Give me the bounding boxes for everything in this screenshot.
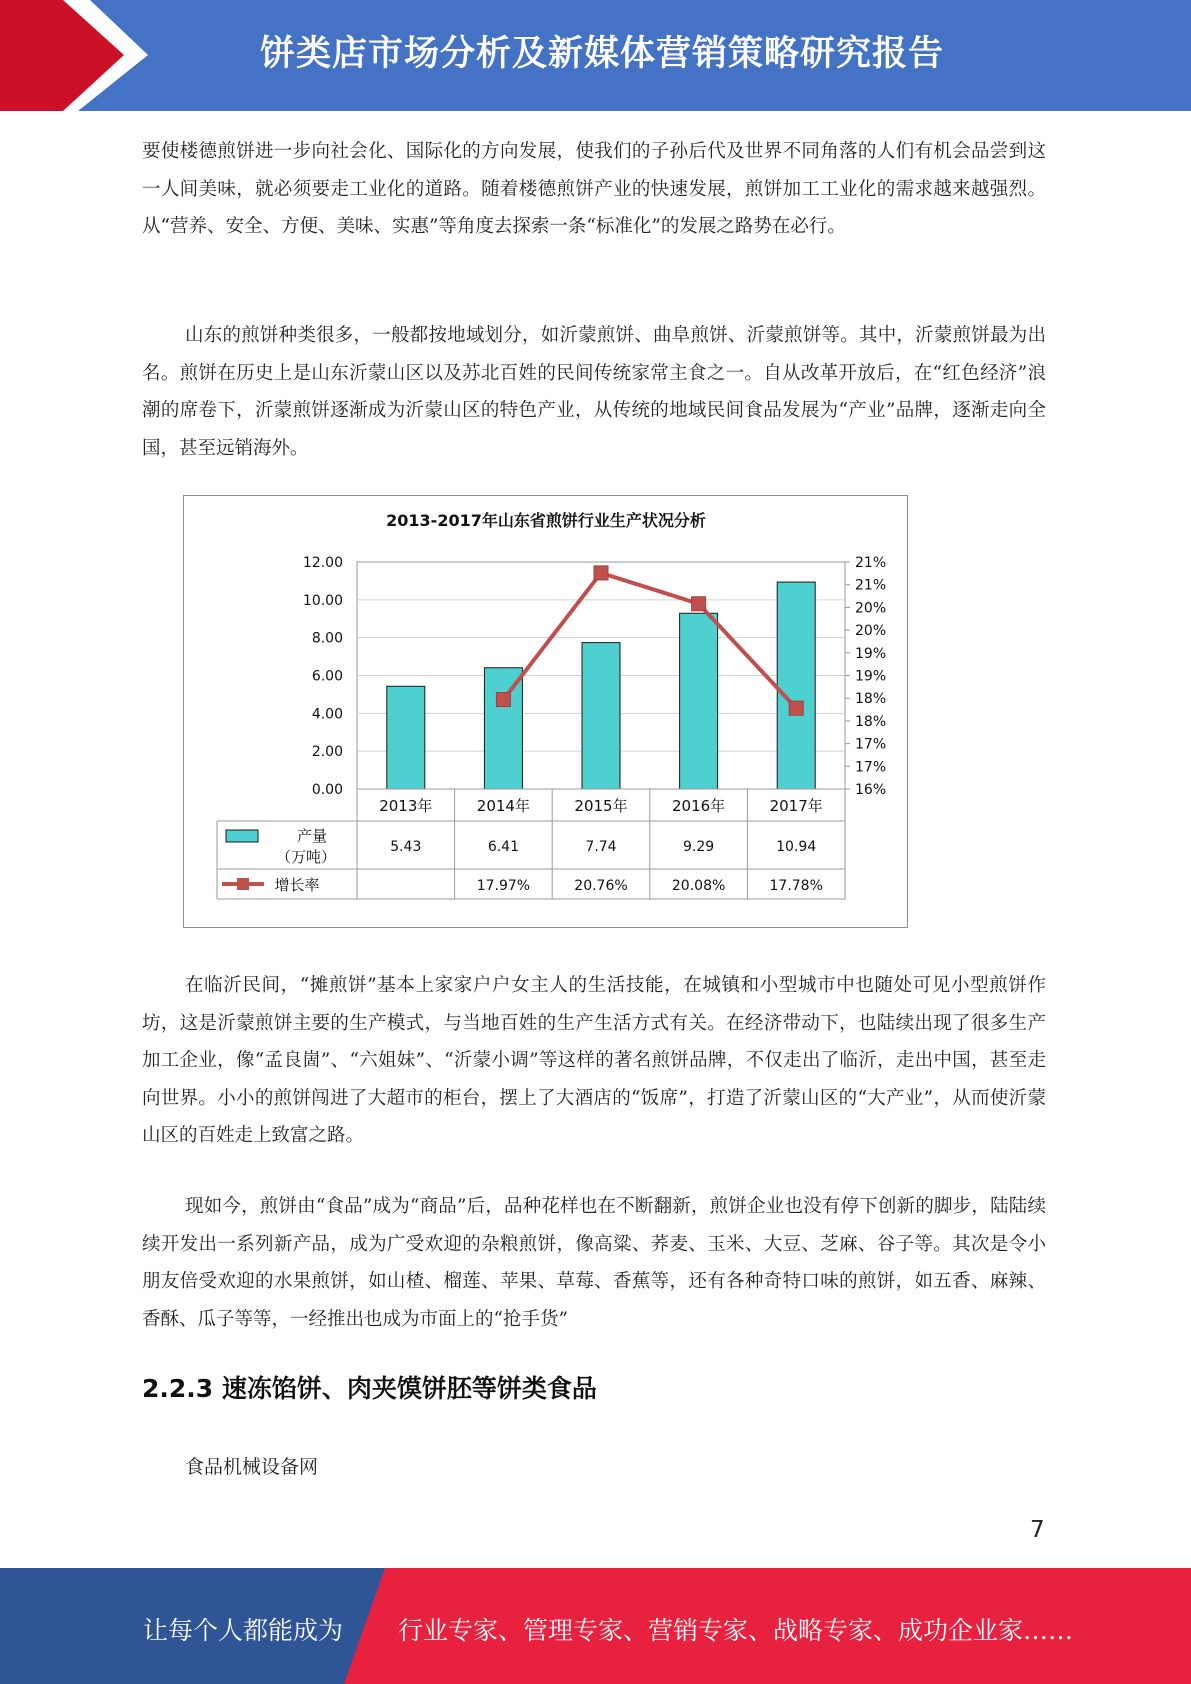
chart-frame bbox=[183, 495, 908, 928]
header-banner bbox=[0, 0, 1191, 111]
y-left-tick-label: 10.00 bbox=[302, 592, 343, 609]
paragraph-4: 现如今，煎饼由“食品”成为“商品”后，品种花样也在不断翻新，煎饼企业也没有停下创新的脚步，陆陆续续开发出一系列新产品，成为广受欢迎的杂粮煎饼，像高粱、荞麦、玉米、大豆、芝麻、谷子等。其次是令小朋友倍受欢迎的水果煎饼，如山楂、榴莲、苹果、草莓、香蕉等，还有各种奇特口味的煎饼，如五香、麻辣、香酥、瓜子等等，一经推出也成为市面上的“抢手货” bbox=[142, 1196, 1046, 1330]
section-heading: 2.2.3 速冻馅饼、肉夹馍饼胚等饼类食品 bbox=[142, 1374, 597, 1403]
x-category-label: 2017年 bbox=[769, 797, 823, 815]
y-right-tick-label: 16% bbox=[855, 782, 887, 798]
legend-line-label: 增长率 bbox=[274, 876, 320, 894]
x-category-label: 2014年 bbox=[476, 797, 530, 815]
bar-value-label: 7.74 bbox=[585, 839, 617, 855]
x-category-label: 2015年 bbox=[574, 797, 628, 815]
bar-value-label: 6.41 bbox=[487, 839, 519, 855]
bar-2 bbox=[484, 668, 522, 789]
legend-bar-swatch bbox=[226, 830, 258, 842]
growth-value-label: 20.08% bbox=[671, 878, 726, 894]
bar-3 bbox=[582, 643, 620, 789]
y-right-tick-label: 17% bbox=[855, 736, 887, 753]
report-title: 饼类店市场分析及新媒体营销策略研究报告 bbox=[260, 34, 945, 74]
growth-rate-line bbox=[503, 573, 796, 708]
y-right-tick-label: 21% bbox=[855, 577, 887, 594]
y-right-tick-label: 21% bbox=[855, 555, 887, 571]
y-left-tick-label: 4.00 bbox=[311, 706, 343, 723]
y-right-tick-label: 18% bbox=[855, 713, 887, 730]
growth-value-label: 20.76% bbox=[574, 878, 628, 894]
x-category-label: 2013年 bbox=[379, 797, 433, 815]
y-left-tick-label: 2.00 bbox=[311, 744, 343, 761]
header-red-chevron bbox=[0, 0, 160, 111]
y-left-tick-label: 8.00 bbox=[311, 630, 343, 647]
footer-slogan-right: 行业专家、管理专家、营销专家、战略专家、成功企业家…… bbox=[398, 1616, 1074, 1645]
bar-4 bbox=[680, 613, 718, 789]
footer-banner bbox=[0, 1568, 1191, 1684]
y-left-tick-label: 12.00 bbox=[302, 555, 343, 571]
bar-value-label: 10.94 bbox=[776, 839, 817, 855]
x-category-label: 2016年 bbox=[672, 797, 726, 815]
growth-rate-point-4 bbox=[789, 701, 803, 715]
growth-rate-point-1 bbox=[496, 693, 510, 707]
y-left-tick-label: 0.00 bbox=[311, 782, 343, 798]
paragraph-3: 在临沂民间，“摊煎饼”基本上家家户户女主人的生活技能，在城镇和小型城市中也随处可见小型煎饼作坊，这是沂蒙煎饼主要的生产模式，与当地百姓的生产生活方式有关。在经济带动下，也陆续出现了很多生产加工企业，像“孟良崮”、“六姐妹”、“沂蒙小调”等这样的著名煎饼品牌，不仅走出了临沂，走出中国，甚至走向世界。小小的煎饼闯进了大超市的柜台，摆上了大酒店的“饭席”，打造了沂蒙山区的“大产业”，从而使沂蒙山区的百姓走上致富之路。 bbox=[142, 975, 1046, 1146]
source-line: 食品机械设备网 bbox=[185, 1456, 319, 1478]
growth-value-label: 17.97% bbox=[476, 878, 531, 894]
y-right-tick-label: 17% bbox=[855, 759, 887, 776]
bar-5 bbox=[777, 582, 815, 789]
growth-rate-point-3 bbox=[692, 597, 706, 611]
y-right-tick-label: 19% bbox=[855, 645, 887, 662]
bar-1 bbox=[387, 686, 425, 789]
paragraph-2: 山东的煎饼种类很多，一般都按地域划分，如沂蒙煎饼、曲阜煎饼、沂蒙煎饼等。其中，沂蒙煎饼最为出名。煎饼在历史上是山东沂蒙山区以及苏北百姓的民间传统家常主食之一。自从改革开放后，在“红色经济”浪潮的席卷下，沂蒙煎饼逐渐成为沂蒙山区的特色产业，从传统的地域民间食品发展为“产业”品牌，逐渐走向全国，甚至远销海外。 bbox=[142, 325, 1046, 459]
y-right-tick-label: 20% bbox=[855, 623, 887, 640]
production-chart bbox=[184, 496, 909, 929]
growth-value-label: 17.78% bbox=[769, 878, 823, 894]
bar-value-label: 5.43 bbox=[390, 839, 422, 855]
y-right-tick-label: 18% bbox=[855, 691, 887, 708]
chart-title: 2013-2017年山东省煎饼行业生产状况分析 bbox=[386, 511, 706, 530]
legend-bar-unit: （万吨） bbox=[275, 848, 337, 866]
y-right-tick-label: 20% bbox=[855, 600, 887, 617]
page-number: 7 bbox=[1030, 1517, 1045, 1543]
paragraph-1: 要使楼德煎饼进一步向社会化、国际化的方向发展，使我们的子孙后代及世界不同角落的人们有机会品尝到这一人间美味，就必须要走工业化的道路。随着楼德煎饼产业的快速发展，煎饼加工工业化的需求越来越强烈。从“营养、安全、方便、美味、实惠”等角度去探索一条“标准化”的发展之路势在必行。 bbox=[142, 141, 1046, 237]
legend-line-marker bbox=[237, 878, 249, 890]
y-left-tick-label: 6.00 bbox=[311, 668, 343, 685]
legend-bar-label: 产量 bbox=[296, 827, 328, 845]
y-right-tick-label: 19% bbox=[855, 668, 887, 685]
bar-value-label: 9.29 bbox=[683, 839, 715, 855]
growth-rate-point-2 bbox=[594, 566, 608, 580]
footer-slogan-left: 让每个人都能成为 bbox=[143, 1616, 344, 1645]
